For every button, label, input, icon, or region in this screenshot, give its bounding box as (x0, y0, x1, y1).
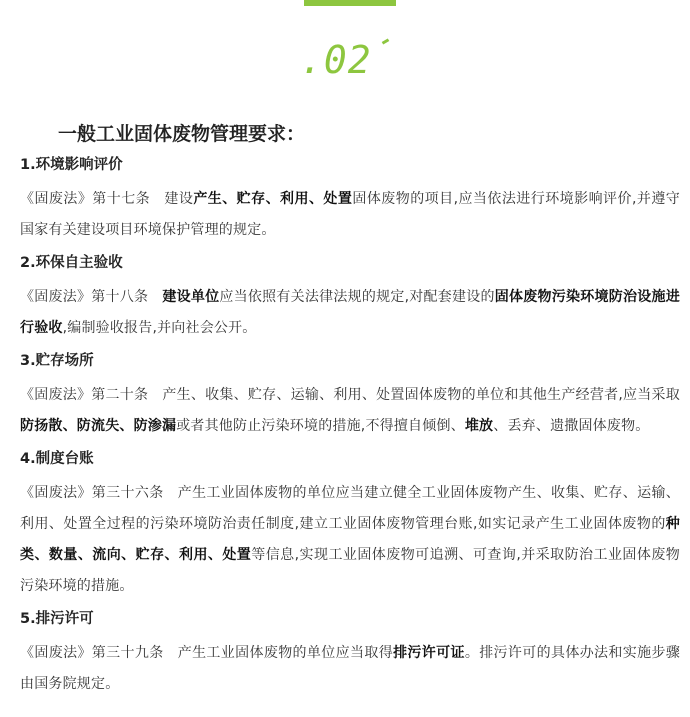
body-text: 《固废法》第十八条 (20, 289, 149, 305)
emphasis-text: 防扬散、防流失、防渗漏 (20, 418, 177, 434)
accent-tick (382, 38, 390, 44)
section-heading: 4.制度台账 (20, 451, 94, 467)
body-text: ,编制验收报告,并向社会公开。 (62, 320, 257, 336)
document-body (20, 120, 680, 700)
section-paragraph (20, 638, 680, 700)
section-heading: 5.排污许可 (20, 611, 94, 627)
body-text: 产生工业固体废物的单位应当取得 (177, 645, 394, 661)
body-text: 建设 (164, 191, 194, 207)
body-text: 、丢弃、遗撒固体废物。 (493, 418, 650, 434)
body-text: 《固废法》第二十条 (20, 387, 149, 403)
body-text: 产生、收集、贮存、运输、利用、处置固体废物的单位和其他生产经营者,应当采取 (162, 387, 680, 403)
top-accent-bar (304, 0, 396, 6)
emphasis-text: 排污许可证 (393, 645, 465, 661)
body-text: 应当依照有关法律法规的规定,对配套建设的 (219, 289, 495, 305)
sections-list (20, 154, 680, 700)
emphasis-text: 固体废物污染环境防治设施进行验收 (20, 289, 680, 336)
document-title: 一般工业固体废物管理要求： (58, 123, 306, 145)
section-heading: 2.环保自主验收 (20, 255, 123, 271)
body-text: 或者其他防止污染环境的措施,不得擅自倾倒、 (176, 418, 465, 434)
section-number (300, 38, 400, 82)
body-text: 等信息,实现工业固体废物可追溯、可查询,并采取防治工业固体废物污染环境的措施。 (20, 547, 680, 594)
emphasis-text: 建设单位 (162, 289, 220, 305)
body-text: 固体废物的项目,应当依法进行环境影响评价,并遵守国家有关建设项目环境保护管理的规定。 (20, 191, 680, 238)
emphasis-text: 产生、贮存、利用、处置 (193, 191, 353, 207)
section-paragraph (20, 478, 680, 602)
section-paragraph (20, 380, 680, 442)
emphasis-text: 堆放 (464, 418, 494, 434)
body-text: 《固废法》第三十六条 (20, 485, 164, 501)
body-text: 《固废法》第三十九条 (20, 645, 164, 661)
section-paragraph (20, 282, 680, 344)
section-heading: 1.环境影响评价 (20, 157, 123, 173)
body-text: 。排污许可的具体办法和实施步骤由国务院规定。 (20, 645, 681, 692)
section-heading: 3.贮存场所 (20, 353, 94, 369)
section-paragraph (20, 184, 680, 246)
section-number-text: .02 (300, 38, 372, 82)
body-text: 产生工业固体废物的单位应当建立健全工业固体废物产生、收集、贮存、运输、利用、处置全过程的污染环境防治责任制度,建立工业固体废物管理台账,如实记录产生工业固体废物的 (20, 485, 681, 532)
emphasis-text: 种类、数量、流向、贮存、利用、处置 (20, 516, 680, 563)
body-text: 《固废法》第十七条 (20, 191, 151, 207)
